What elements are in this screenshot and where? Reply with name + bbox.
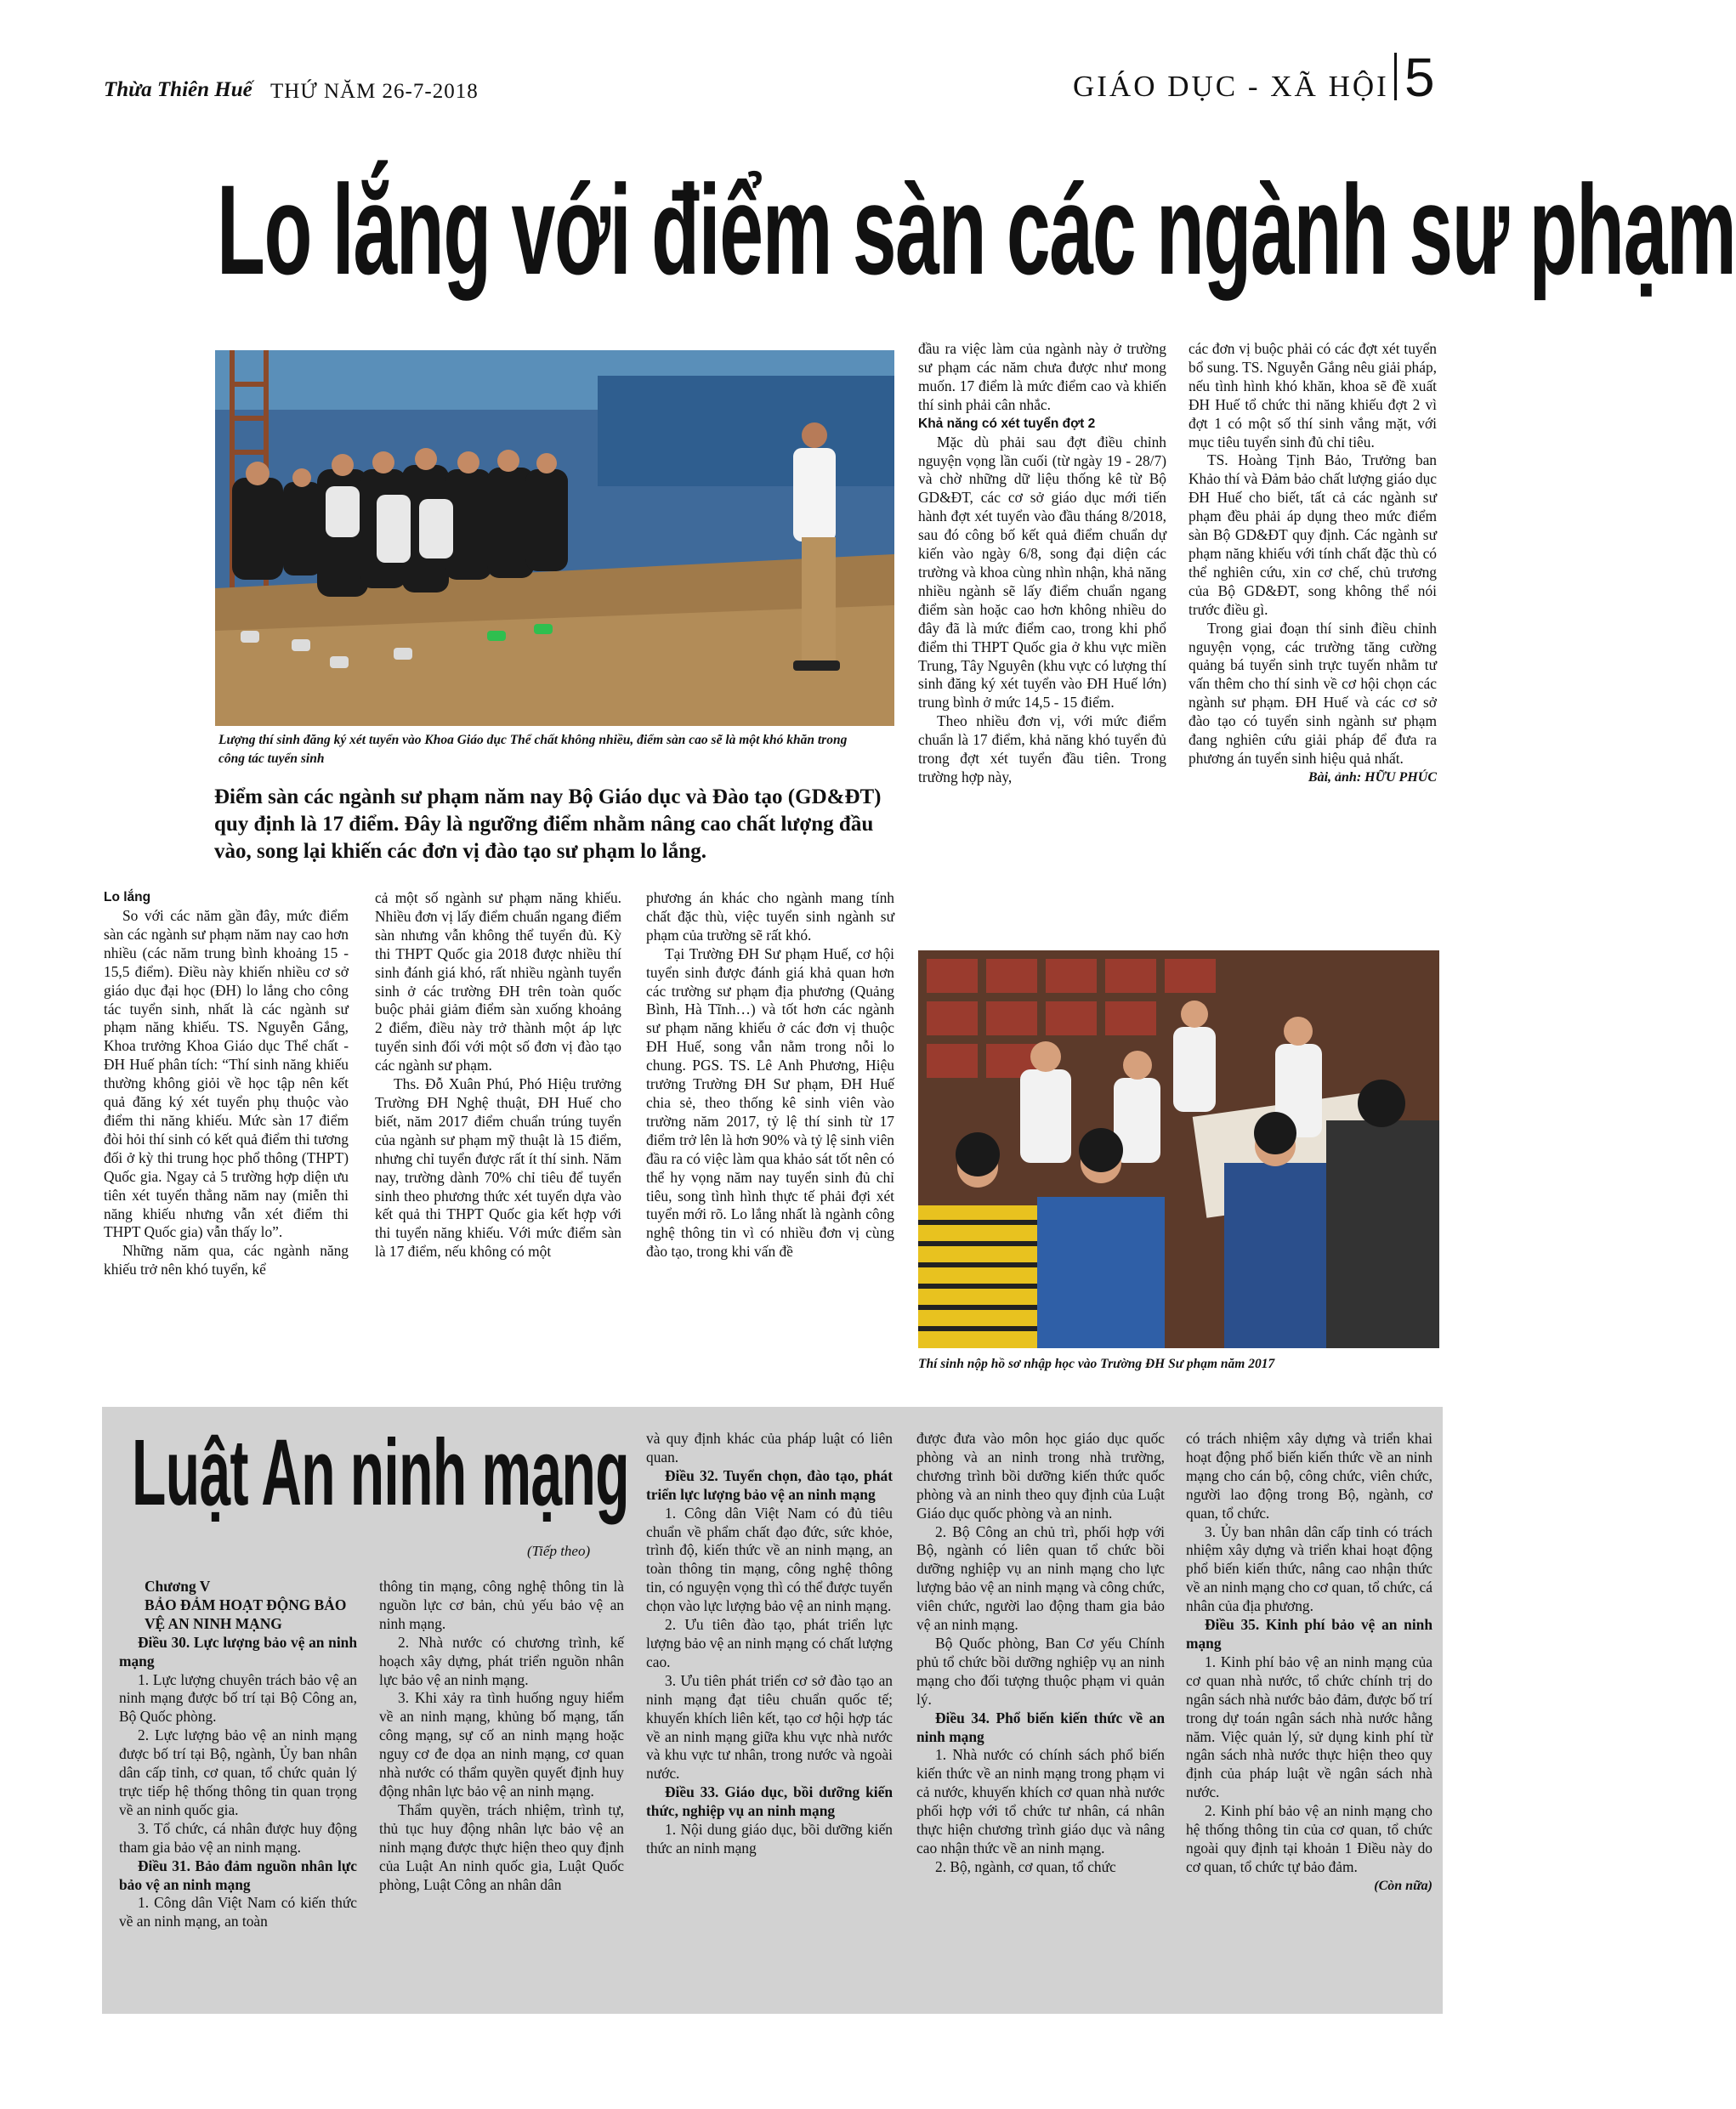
paragraph: Ths. Đỗ Xuân Phú, Phó Hiệu trưởng Trường ĐH Nghệ thuật, ĐH Huế cho biết, năm 2017 điểm chuẩn trúng tuyển của ngành sư phạm mỹ thuật là 15 điểm, nhưng chỉ tuyển được rất ít thí sinh. Năm nay, trường dành 70% chỉ tiêu để tuyển sinh theo phương thức xét tuyển dựa vào kết quả thi THPT Quốc gia kết hợp với thi tuyển năng khiếu. Với mức điểm sàn là 17 điểm, nếu không có một: [375, 1075, 621, 1261]
paragraph: Trong giai đoạn thí sinh điều chỉnh nguyện vọng, các trường tăng cường quảng bá tuyển sinh trực tuyến nhằm tư vấn thêm cho thí sinh về cơ hội chọn các ngành sư phạm. ĐH Huế và các cơ sở đào tạo có tuyển sinh ngành sư phạm đang nghiên cứu giải pháp để đưa ra phương án tuyển sinh hiệu quả nhất.: [1189, 619, 1437, 767]
clause: có trách nhiệm xây dựng và triển khai hoạt động phổ biến kiến thức về an ninh mạng cho cán bộ, công chức, viên chức, người lao động trong Bộ, ngành, cơ quan, tổ chức.: [1186, 1430, 1432, 1522]
paragraph: Tại Trường ĐH Sư phạm Huế, cơ hội tuyển sinh được đánh giá khả quan hơn các trường sư phạm địa phương (Quảng Bình, Hà Tĩnh…) và tốt hơn các ngành sư phạm năng khiếu ở các đơn vị thuộc ĐH Huế, song vẫn nằm trong nỗi lo chung. PGS. TS. Lê Anh Phương, Hiệu trưởng Trường ĐH Sư phạm, ĐH Huế chia sẻ, theo thống kê sinh viên vào trường năm 2017, tỷ lệ thí sinh từ 17 điểm trở lên là hơn 90% và tỷ lệ sinh viên đầu ra có việc làm qua khảo sát tốt nên có thể hy vọng năm nay tuyển sinh đủ chỉ tiêu, song tình hình thực tế phải đợi xét tuyển mới rõ. Lo lắng nhất là ngành công nghệ thông tin vì có nhiều đơn vị cùng đào tạo, trong khi vấn đề: [646, 944, 894, 1261]
article-headline: Lo lắng với điểm sàn các ngành sư phạm: [217, 158, 1736, 301]
paragraph: TS. Hoàng Tịnh Bảo, Trưởng ban Khảo thí và Đảm bảo chất lượng giáo dục ĐH Huế cho biết, tất cả các ngành sư phạm đều phải áp dụng theo mức điểm sàn Bộ GD&ĐT quy định. Các ngành sư phạm năng khiếu với tính chất đặc thù có thể nghiên cứu, xin cơ chế, chủ trương của Bộ GD&ĐT, song không thể nói trước điều gì.: [1189, 451, 1437, 618]
law-column-5: [1186, 1430, 1432, 1896]
clause: 3. Khi xảy ra tình huống nguy hiểm về an ninh mạng, khủng bố mạng, tấn công mạng, sự cố an ninh mạng hoặc nguy cơ đe dọa an ninh mạng, cơ quan nhà nước có thẩm quyền quyết định huy động nhân lực bảo vệ an ninh mạng.: [379, 1689, 624, 1800]
page-number: 5: [1404, 47, 1435, 108]
photo-gym-students: [215, 350, 894, 726]
paragraph: cả một số ngành sư phạm năng khiếu. Nhiều đơn vị lấy điểm chuẩn ngang điểm sàn nhưng vẫn không thể tuyển đủ. Kỳ thi THPT Quốc gia 2018 được nhiều thí sinh đánh giá khó, rất nhiều ngành tuyển sinh ở các trường ĐH trên toàn quốc buộc phải giảm điểm sàn xuống khoảng 2 điểm, điều này trở thành một áp lực tuyển sinh đối với một số đơn vị đào tạo các ngành sư phạm.: [375, 889, 621, 1074]
paragraph: đầu ra việc làm của ngành này ở trường sư phạm các năm chưa được như mong muốn. 17 điểm là mức điểm cao và khiến thí sinh phải cân nhắc.: [918, 340, 1166, 413]
paragraph: phương án khác cho ngành mang tính chất đặc thù, việc tuyển sinh ngành sư phạm của trường sẽ rất khó.: [646, 889, 894, 944]
paragraph: Mặc dù phải sau đợt điều chỉnh nguyện vọng lần cuối (từ ngày 19 - 28/7) và chờ những dữ liệu thống kê từ Bộ GD&ĐT, các cơ sở giáo dục mới tiến hành đợt xét tuyển vào đầu tháng 8/2018, sau đó công bố kết quả điểm chuẩn dự kiến vào ngày 6/8, song đại diện các trường và khoa cùng nhìn nhận, khả năng nhiều ngành sẽ lấy điểm chuẩn ngang điểm sàn hoặc cao hơn không nhiều do đây đã là mức điểm cao, trong khi phổ điểm thi THPT Quốc gia ở khu vực miền Trung, Tây Nguyên (khu vực có lượng thí sinh đăng ký xét tuyển vào ĐH Huế lớn) trung bình ở mức 14,5 - 15 điểm.: [918, 433, 1166, 712]
article-column-2: [375, 889, 621, 1261]
section-title: GIÁO DỤC - XÃ HỘI: [1073, 70, 1389, 103]
clause: 2. Lực lượng bảo vệ an ninh mạng được bố trí tại Bộ, ngành, Ủy ban nhân dân cấp tỉnh, cơ quan, tổ chức quản lý trực tiếp hệ thống thông tin quan trọng về an ninh quốc gia.: [119, 1726, 357, 1818]
law-subtitle: (Tiếp theo): [527, 1543, 591, 1559]
header-divider: [1394, 53, 1397, 100]
clause: Thẩm quyền, trách nhiệm, trình tự, thủ tục huy động nhân lực bảo vệ an ninh mạng được thực hiện theo quy định của Luật An ninh quốc gia, Luật Quốc phòng, Luật Công an nhân dân: [379, 1800, 624, 1893]
article-heading: Điều 32. Tuyển chọn, đào tạo, phát triển lực lượng bảo vệ an ninh mạng: [646, 1466, 893, 1503]
paragraph: các đơn vị buộc phải có các đợt xét tuyển bổ sung. TS. Nguyễn Gắng nêu giải pháp, nếu tình hình khó khăn, khoa sẽ đề xuất ĐH Huế tổ chức thi năng khiếu đợt 2 vì đợt 1 có một số thí sinh vắng mặt, với mục tiêu tuyển sinh đủ chỉ tiêu.: [1189, 340, 1437, 451]
photo1-caption: Lượng thí sinh đăng ký xét tuyển vào Khoa Giáo dục Thể chất không nhiều, điểm sàn cao sẽ là một khó khăn trong công tác tuyển sinh: [218, 733, 848, 766]
photo2-caption: Thí sinh nộp hồ sơ nhập học vào Trường ĐH Sư phạm năm 2017: [918, 1357, 1275, 1371]
clause: được đưa vào môn học giáo dục quốc phòng và an ninh trong nhà trường, chương trình bồi dưỡng kiến thức quốc phòng và an ninh theo quy định của Luật Giáo dục quốc phòng và an ninh.: [916, 1430, 1165, 1522]
clause: thông tin mạng, công nghệ thông tin là nguồn lực cơ bản, chủ yếu bảo vệ an ninh mạng.: [379, 1578, 624, 1632]
article-heading: Điều 30. Lực lượng bảo vệ an ninh mạng: [119, 1633, 357, 1670]
chapter-title: BẢO ĐẢM HOẠT ĐỘNG BẢO VỆ AN NINH MẠNG: [145, 1596, 347, 1632]
clause: 2. Bộ, ngành, cơ quan, tổ chức: [935, 1857, 1116, 1875]
article-column-5: [1189, 340, 1437, 787]
clause: 3. Ủy ban nhân dân cấp tỉnh có trách nhiệm xây dựng và triển khai hoạt động phổ biến kiến thức, nâng cao nhận thức về an ninh mạng cho cơ quan, tổ chức, cá nhân của địa phương.: [1186, 1522, 1432, 1615]
article-lead: Điểm sàn các ngành sư phạm năm nay Bộ Giáo dục và Đào tạo (GD&ĐT) quy định là 17 điểm. Đây là ngưỡng điểm nhằm nâng cao chất lượng đầu vào, song lại khiến các đơn vị đào tạo sư phạm lo lắng.: [214, 785, 882, 863]
clause: 3. Tổ chức, cá nhân được huy động tham gia bảo vệ an ninh mạng.: [119, 1819, 357, 1856]
law-column-4: [916, 1430, 1165, 1877]
paragraph: Những năm qua, các ngành năng khiếu trở nên khó tuyển, kể: [104, 1242, 349, 1278]
clause: 2. Ưu tiên đào tạo, phát triển lực lượng bảo vệ an ninh mạng có chất lượng cao.: [646, 1616, 893, 1670]
clause: 3. Ưu tiên phát triển cơ sở đào tạo an ninh mạng đạt tiêu chuẩn quốc tế; khuyến khích liên kết, tạo cơ hội hợp tác về an ninh mạng giữa khu vực nhà nước và khu vực tư nhân, trong nước và ngoài nước.: [646, 1671, 893, 1783]
law-column-1: [119, 1578, 357, 1931]
article-column-1: [104, 888, 349, 1279]
clause: Bộ Quốc phòng, Ban Cơ yếu Chính phủ tổ chức bồi dưỡng nghiệp vụ an ninh mạng cho đối tượng thuộc phạm vi quản lý.: [916, 1634, 1165, 1708]
article-heading: Điều 33. Giáo dục, bồi dưỡng kiến thức, nghiệp vụ an ninh mạng: [646, 1783, 893, 1820]
clause: 2. Nhà nước có chương trình, kế hoạch xây dựng, phát triển nguồn nhân lực bảo vệ an ninh mạng.: [379, 1633, 624, 1688]
clause: 1. Nội dung giáo dục, bồi dưỡng kiến thức an ninh mạng: [646, 1821, 893, 1857]
subheading-xet-tuyen-dot-2: Khả năng có xét tuyển đợt 2: [918, 416, 1096, 431]
clause: 1. Kinh phí bảo vệ an ninh mạng của cơ quan nhà nước, tổ chức chính trị do ngân sách nhà nước bảo đảm, được bố trí trong dự toán ngân sách nhà nước hằng năm. Việc quản lý, sử dụng kinh phí từ ngân sách nhà nước thực hiện theo quy định của pháp luật về ngân sách nhà nước.: [1186, 1653, 1432, 1801]
law-column-2: [379, 1578, 624, 1894]
newspaper-name: Thừa Thiên Huế: [104, 78, 252, 101]
law-title: Luật An ninh mạng: [132, 1420, 629, 1525]
law-column-3: [646, 1430, 893, 1858]
photo-enrollment-hall: [918, 950, 1439, 1348]
clause: 1. Công dân Việt Nam có kiến thức về an ninh mạng, an toàn: [119, 1894, 357, 1930]
article-heading: Điều 34. Phổ biến kiến thức về an ninh mạng: [916, 1709, 1165, 1745]
clause: 2. Bộ Công an chủ trì, phối hợp với Bộ, ngành có liên quan tổ chức bồi dưỡng nghiệp vụ an ninh mạng cho lực lượng bảo vệ an ninh mạng và công chức, viên chức, người lao động tham gia bảo vệ an ninh mạng.: [916, 1522, 1165, 1634]
paragraph: So với các năm gần đây, mức điểm sàn các ngành sư phạm năm nay cao hơn nhiều (các năm trung bình khoảng 15 - 15,5 điểm). Điều này khiến nhiều cơ sở giáo dục đại học (ĐH) lo lắng cho công tác tuyển sinh, nhất là các ngành sư phạm năng khiếu. TS. Nguyễn Gắng, Khoa trưởng Khoa Giáo dục Thể chất - ĐH Huế phân tích: “Thí sinh năng khiếu thường không giỏi về học tập nên kết quả đăng ký xét tuyển phụ thuộc vào điểm thi năng khiếu. Mức sàn 17 điểm đòi hỏi thí sinh có kết quả điểm thi tương đối ở kỳ thi trung học phổ thông (THPT) Quốc gia. Ngay cả 5 trường hợp diện ưu tiên xét tuyển thẳng năm nay (miễn thi năng khiếu nhưng vẫn xét điểm thi THPT Quốc gia) vẫn thấy lo”.: [104, 907, 349, 1241]
clause: và quy định khác của pháp luật có liên quan.: [646, 1430, 893, 1466]
article-heading: Điều 35. Kinh phí bảo vệ an ninh mạng: [1186, 1616, 1432, 1652]
continued-note: (Còn nữa): [1374, 1878, 1432, 1893]
byline: Bài, ảnh: HỮU PHÚC: [1308, 769, 1437, 785]
clause: 2. Kinh phí bảo vệ an ninh mạng cho hệ thống thông tin của cơ quan, tổ chức ngoài quy định tại khoản 1 Điều này do cơ quan, tổ chức tự bảo đảm.: [1186, 1802, 1432, 1875]
clause: 1. Công dân Việt Nam có đủ tiêu chuẩn về phẩm chất đạo đức, sức khỏe, trình độ, kiến thức về an ninh mạng, an toàn thông tin mạng, công nghệ thông tin, có nguyện vọng thì có thể được tuyển chọn vào lực lượng bảo vệ an ninh mạng.: [646, 1504, 893, 1615]
article-column-3: [646, 889, 894, 1261]
chapter-number: Chương V: [145, 1578, 211, 1595]
issue-date: THỨ NĂM 26-7-2018: [270, 80, 479, 103]
article-column-4: [918, 340, 1166, 787]
clause: 1. Lực lượng chuyên trách bảo vệ an ninh mạng được bố trí tại Bộ Công an, Bộ Quốc phòng.: [119, 1670, 357, 1726]
article-heading: Điều 31. Bảo đảm nguồn nhân lực bảo vệ an ninh mạng: [119, 1857, 357, 1893]
paragraph: Theo nhiều đơn vị, với mức điểm chuẩn là 17 điểm, khả năng khó tuyển đủ trong đợt xét tuyển đầu tiên. Trong trường hợp này,: [918, 712, 1166, 785]
subheading-lo-lang: Lo lắng: [104, 890, 151, 904]
clause: 1. Nhà nước có chính sách phổ biến kiến thức về an ninh mạng trong phạm vi cả nước, khuyến khích cơ quan nhà nước phối hợp với tổ chức tư nhân, cá nhân thực hiện chương trình giáo dục và nâng cao nhận thức về an ninh mạng.: [916, 1746, 1165, 1857]
